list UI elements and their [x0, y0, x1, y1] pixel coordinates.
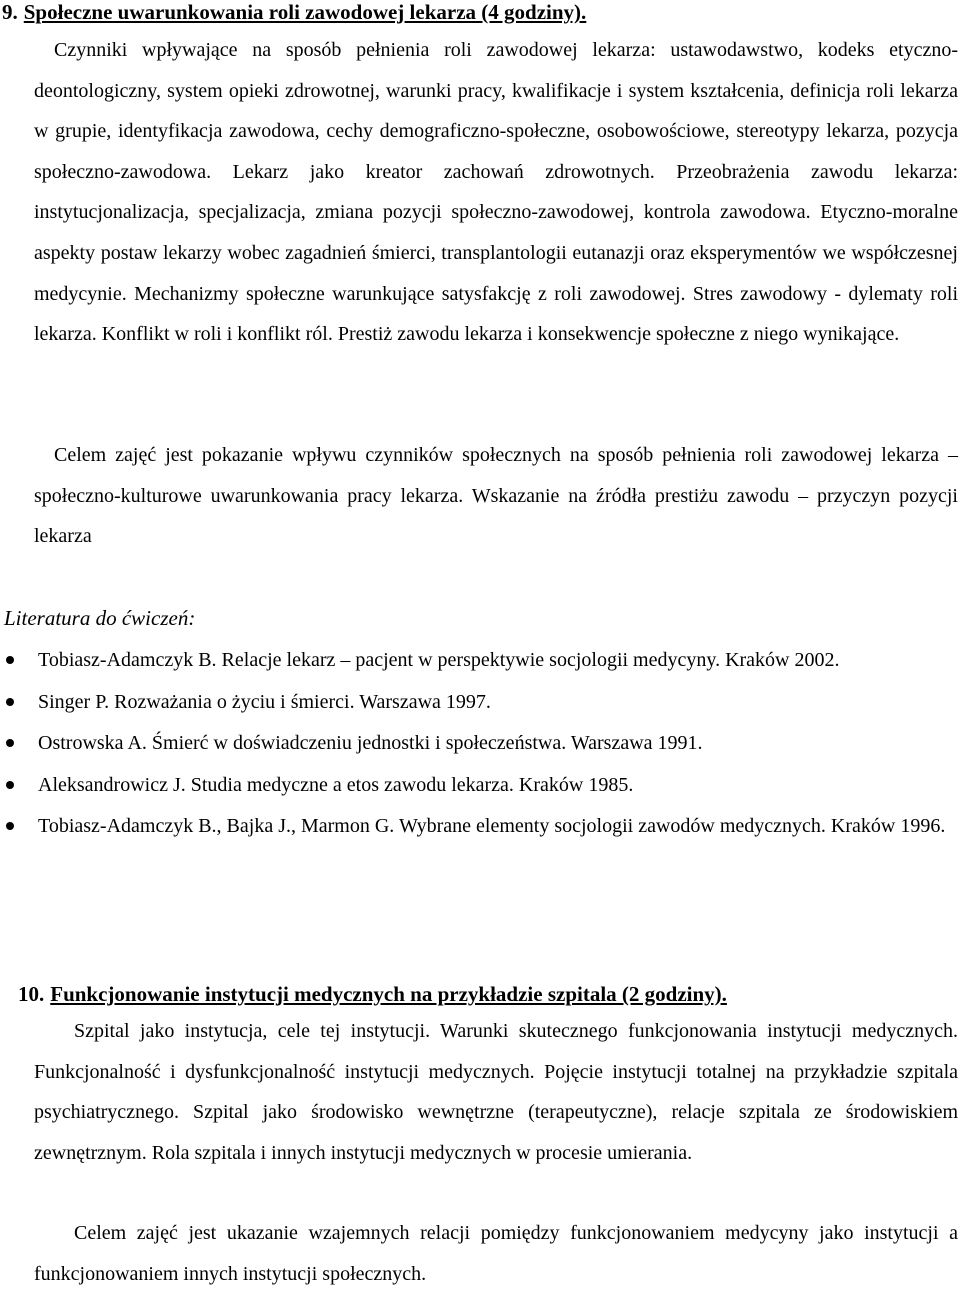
bullet-icon [6, 698, 14, 706]
literature-list [0, 640, 960, 848]
literature-item-text: Aleksandrowicz J. Studia medyczne a etos zawodu lekarza. Kraków 1985. [38, 773, 634, 796]
section-9-paragraph-2: Celem zajęć jest pokazanie wpływu czynników społecznych na sposób pełnienia roli zawodowej lekarza – społeczno-kulturowe uwarunkowania pracy lekarza. Wskazanie na źródła prestiżu zawodu – przyczyn pozycji lekarza [34, 444, 958, 548]
literature-item-text: Singer P. Rozważania o życiu i śmierci. Warszawa 1997. [38, 690, 491, 713]
section-10-number: 10. [18, 982, 45, 1006]
section-10-paragraph-1: Szpital jako instytucja, cele tej instytucji. Warunki skutecznego funkcjonowania instytucji medycznych. Funkcjonalność i dysfunkcjonalność instytucji medycznych. Pojęcie instytucji totalnej na przykładzie szpitala psychiatrycznego. Szpital jako środowisko wewnętrzne (terapeutyczne), relacje szpitala ze środowiskiem zewnętrznym. Rola szpitala i innych instytucji medycznych w procesie umierania. [34, 1020, 958, 1164]
section-9-number: 9. [2, 0, 18, 24]
section-9-paragraph-1: Czynniki wpływające na sposób pełnienia roli zawodowej lekarza: ustawodawstwo, kodeks etyczno-deontologiczny, system opieki zdrowotnej, warunki pracy, kwalifikacje i system kształcenia, definicja roli lekarza w grupie, identyfikacja zawodowa, cechy demograficzno-społeczne, osobowościowe, stereotypy lekarza, pozycja społeczno-zawodowa. Lekarz jako kreator zachowań zdrowotnych. Przeobrażenia zawodu lekarza: instytucjonalizacja, specjalizacja, zmiana pozycji społeczno-zawodowej, kontrola zawodowa. Etyczno-moralne aspekty postaw lekarzy wobec zagadnień śmierci, transplantologii eutanazji oraz eksperymentów we współczesnej medycynie. Mechanizmy społeczne warunkujące satysfakcję z roli zawodowej. Stres zawodowy - dylematy roli lekarza. Konflikt w roli i konflikt ról. Prestiż zawodu lekarza i konsekwencje społeczne z niego wynikające. [34, 39, 958, 346]
literature-item-text: Tobiasz-Adamczyk B., Bajka J., Marmon G. Wybrane elementy socjologii zawodów medycznych. Kraków 1996. [38, 815, 946, 837]
section-9-heading [2, 0, 586, 24]
literature-heading: Literatura do ćwiczeń: [4, 606, 196, 630]
literature-item [0, 640, 960, 682]
bullet-icon [6, 656, 14, 664]
literature-item [0, 723, 960, 765]
section-10-title: Funkcjonowanie instytucji medycznych na przykładzie szpitala (2 godziny). [50, 982, 727, 1006]
literature-item [0, 682, 960, 724]
bullet-icon [6, 822, 14, 830]
bullet-icon [6, 781, 14, 789]
section-9-title: Społeczne uwarunkowania roli zawodowej lekarza (4 godziny). [23, 0, 587, 24]
literature-item-text: Ostrowska A. Śmierć w doświadczeniu jednostki i społeczeństwa. Warszawa 1991. [38, 732, 703, 754]
literature-item-text: Tobiasz-Adamczyk B. Relacje lekarz – pacjent w perspektywie socjologii medycyny. Kraków 2002. [38, 649, 840, 671]
section-10-heading [18, 982, 727, 1006]
literature-item [0, 806, 960, 848]
bullet-icon [6, 739, 14, 747]
section-10-paragraph-2: Celem zajęć jest ukazanie wzajemnych relacji pomiędzy funkcjonowaniem medycyny jako instytucji a funkcjonowaniem innych instytucji społecznych. [34, 1222, 958, 1285]
literature-item [0, 765, 960, 807]
